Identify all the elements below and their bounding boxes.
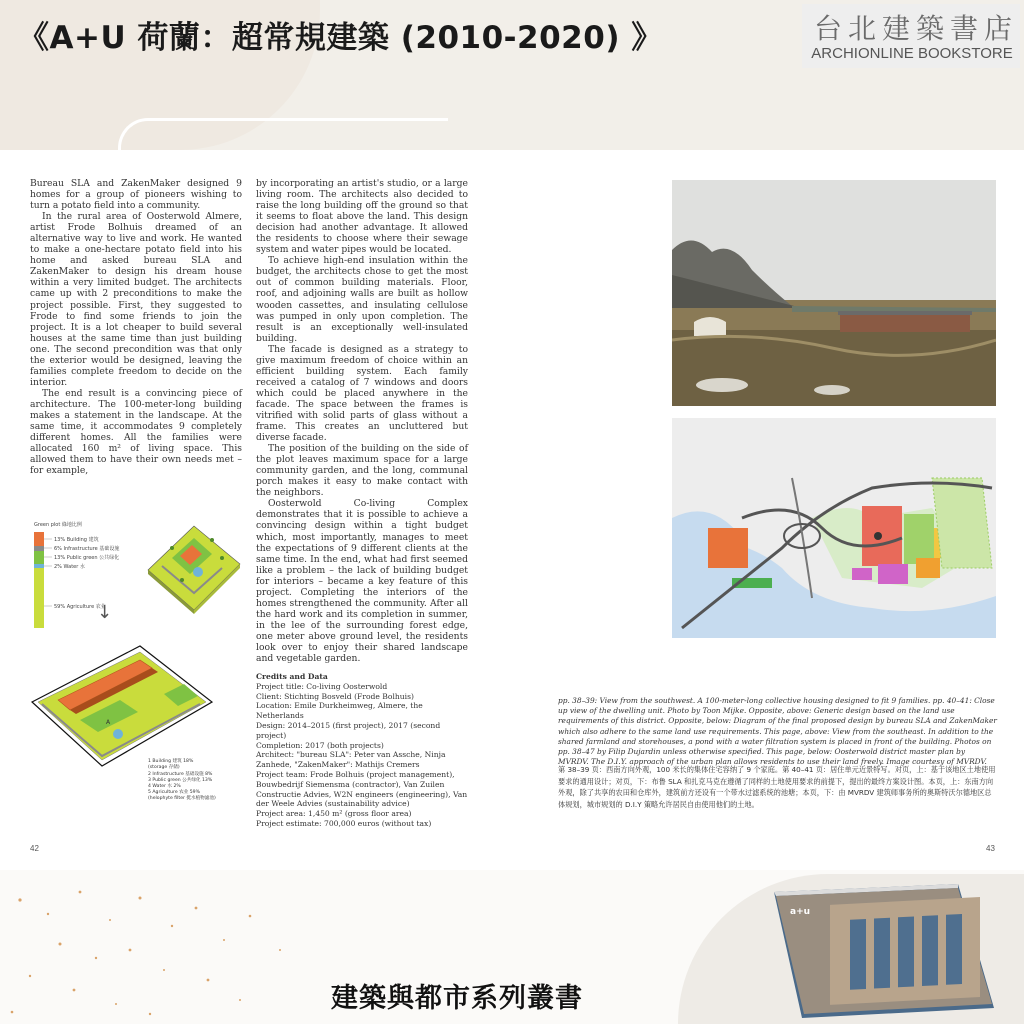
legend-swatch-infrastructure [34, 546, 44, 551]
page-title: 《A+U 荷蘭：超常規建築 (2010-2020) 》 [18, 20, 663, 56]
article-paragraph: To achieve high-end insulation within the budget, the architects chose to get the most out of common building materials. Floor, roof, and adjoining walls are built as hollow wooden cassettes, and insulating cellulose was pumped in only upon completion. The result is an exceptionally well-insulated building. [256, 255, 468, 344]
book-cover-image [770, 878, 1000, 1020]
svg-text:(storage 存储): (storage 存储) [148, 765, 180, 770]
book-spread [0, 150, 1024, 870]
svg-text:4 Water 水 2%: 4 Water 水 2% [148, 784, 181, 789]
legend-agriculture: 59% Agriculture 农业 [54, 604, 106, 610]
master-plan-map [672, 418, 996, 638]
isometric-plot-generic [148, 526, 240, 614]
article-column-right [256, 178, 468, 664]
plan-building-label: A [106, 719, 111, 726]
legend-infrastructure: 6% Infrastructure 基础设施 [54, 546, 120, 552]
photo-caption-zh: 第 38–39 页：西南方向外观，100 米长的集体住宅容纳了 9 个家庭。第 40–41 页：居住单元近景特写。对页，上：基于该地区土地使用要求的通用设计；对页，下：布鲁 SLA 和扎克马克在遵循了同样的土地使用要求的前提下，提出的最终方案设计图。本页，上：东南方向外观，除了共享的农田和仓库外，建筑前方还设有一个带水过滤系统的池塘；本页，下：由 MVRDV 建筑师事务所的奥斯特沃尔德地区总体规划，城市规划的 D.I.Y 策略允许居民自由使用他们的土地。 [558, 765, 996, 809]
legend-swatch-building [34, 532, 44, 546]
book-logo: a+u [790, 907, 811, 917]
legend-water: 2% Water 水 [54, 564, 85, 570]
legend-title: Green plot 綠地比例 [34, 522, 82, 528]
credits-line: Location: Emile Durkheimweg, Almere, the Netherlands [256, 701, 423, 721]
legend-swatch-water [34, 564, 44, 568]
article-column-left [30, 178, 242, 476]
article-paragraph: The facade is designed as a strategy to give maximum freedom of choice within an efficient building system. Each family received a catalog of 7 windows and doors which could be placed anywhere in the facade. The space between the frames is vitrified with solid parts of glass without a frame. This creates an uncluttered but diverse facade. [256, 343, 468, 444]
svg-text:3 Public green 公共绿化 13%: 3 Public green 公共绿化 13% [148, 778, 213, 783]
legend-swatch-public-green [34, 551, 44, 564]
svg-text:(helophyte filter 挺水植物滤池): (helophyte filter 挺水植物滤池) [148, 796, 216, 801]
credits-line: Project estimate: 700,000 euros (without tax) [256, 818, 432, 828]
landscape-photo [672, 180, 996, 406]
article-lede: Bureau SLA and ZakenMaker designed 9 homes for a group of pioneers wishing to turn a potato field into a community. [30, 178, 242, 212]
legend-swatch-agriculture [34, 568, 44, 628]
credits-line: Client: Stichting Bosveld (Frode Bolhuis) [256, 691, 414, 701]
legend-building: 13% Building 建筑 [54, 537, 99, 543]
credits-line: Design: 2014–2015 (first project), 2017 (second project) [256, 720, 441, 740]
store-name-zh: 台北建築書店 [814, 12, 1019, 45]
svg-text:2 Infrastructure 基础设施 8%: 2 Infrastructure 基础设施 8% [148, 772, 213, 777]
page-number-right: 43 [986, 844, 995, 853]
credits-line: Architect: "bureau SLA": Peter van Assche, Ninja Zanhede, "ZakenMaker": Mathijs Cremers [256, 750, 446, 770]
credits-line: Project team: Frode Bolhuis (project management), Bouwbedrijf Siemensma (contractor), Van Zuilen Constructie Advies, W2N engineers (engineering), Van der Weele Advies (sustainability advice) [256, 769, 468, 809]
photo-caption-en: pp. 38–39: View from the southwest. A 100-meter-long collective housing designed to fit 9 families. pp. 40–41: Close up view of the dwelling unit. Photo by Toon Mijke. Opposite, above: Generic design based on the land use requirements of this district. Opposite, below: Diagram of the final proposed design by bureau SLA and ZakenMaker which also adhere to the same land use requirements. This page, above: View from the southeast. In addition to the shared farmland and storehouses, a pond with a water filtration system is placed in front of the building. Photos on pp. 38–47 by Filip Dujardin unless otherwise specified. This page, below: Oosterwold district master plan by MVRDV. The D.I.Y. approach of the urban plan allows residents to use their land freely. Image courtesy of MVRDV. [558, 696, 997, 767]
credits-line: Project title: Co-living Oosterwold [256, 681, 388, 691]
article-paragraph: by incorporating an artist's studio, or a large living room. The architects also decided to raise the long building off the ground so that it seems to float above the land. This design decision had another advantage. It allowed the residents to choose where their sewage system and water pipes would be located. [256, 178, 468, 256]
series-title: 建築與都市系列叢書 [331, 983, 583, 1014]
confetti-decor [0, 880, 330, 1024]
plan-legend [148, 757, 216, 801]
final-plan-diagram [28, 638, 242, 808]
legend-public-green: 13% Public green 公共绿化 [54, 555, 120, 561]
store-logo [802, 4, 1020, 68]
article-paragraph: The end result is a convincing piece of architecture. The 100-meter-long building makes a statement in the landscape. At the same time, it accommodates 9 completely different homes. All the families were allocated 160 m² of living space. This allowed them to have their own needs met – for example, [30, 387, 242, 477]
article-paragraph: Oosterwold Co-living Complex demonstrates that it is possible to achieve a convincing design within a tight budget which, most importantly, manages to meet the expectations of 9 different clients at the same time. In the end, what had first seemed like a problem – the lack of building budget for interiors – became a key feature of this project. Completing the interiors of the homes strengthened the community. After all the hard work and its completion in summer, in the lee of the surrounding forest edge, one meter above ground level, the residents look over to enjoy their shared landscape and vegetable garden. [256, 498, 468, 665]
svg-text:1 Building 建筑 18%: 1 Building 建筑 18% [148, 759, 194, 764]
credits-line: Completion: 2017 (both projects) [256, 740, 384, 750]
credits-title: Credits and Data [256, 672, 328, 681]
article-paragraph: The position of the building on the side of the plot leaves maximum space for a large community garden, and the long, communal porch makes it easy to make contact with the neighbors. [256, 443, 468, 499]
svg-text:5 Agriculture 农业 59%: 5 Agriculture 农业 59% [148, 790, 200, 795]
page-number-left: 42 [30, 844, 39, 853]
credits-line: Project area: 1,450 m² (gross floor area) [256, 809, 412, 819]
store-name-en: ARCHIONLINE BOOKSTORE [811, 45, 1013, 62]
green-plot-diagram [30, 518, 244, 638]
arrow-icon: ↓ [97, 602, 113, 623]
article-paragraph: In the rural area of Oosterwold Almere, artist Frode Bolhuis dreamed of an alternative way to live and work. He wanted to make a one-hectare potato field into his home and asked bureau SLA and ZakenMaker to design his dream house within a very limited budget. The architects came up with 2 preconditions to make the project possible. First, they suggested to Frode to find some friends to join the project. It is a lot cheaper to build several houses at the same time than just building one. The second precondition was that only the exterior would be designed, leaving the families complete freedom to decide on the interior. [30, 211, 242, 388]
credits-block [256, 672, 471, 829]
